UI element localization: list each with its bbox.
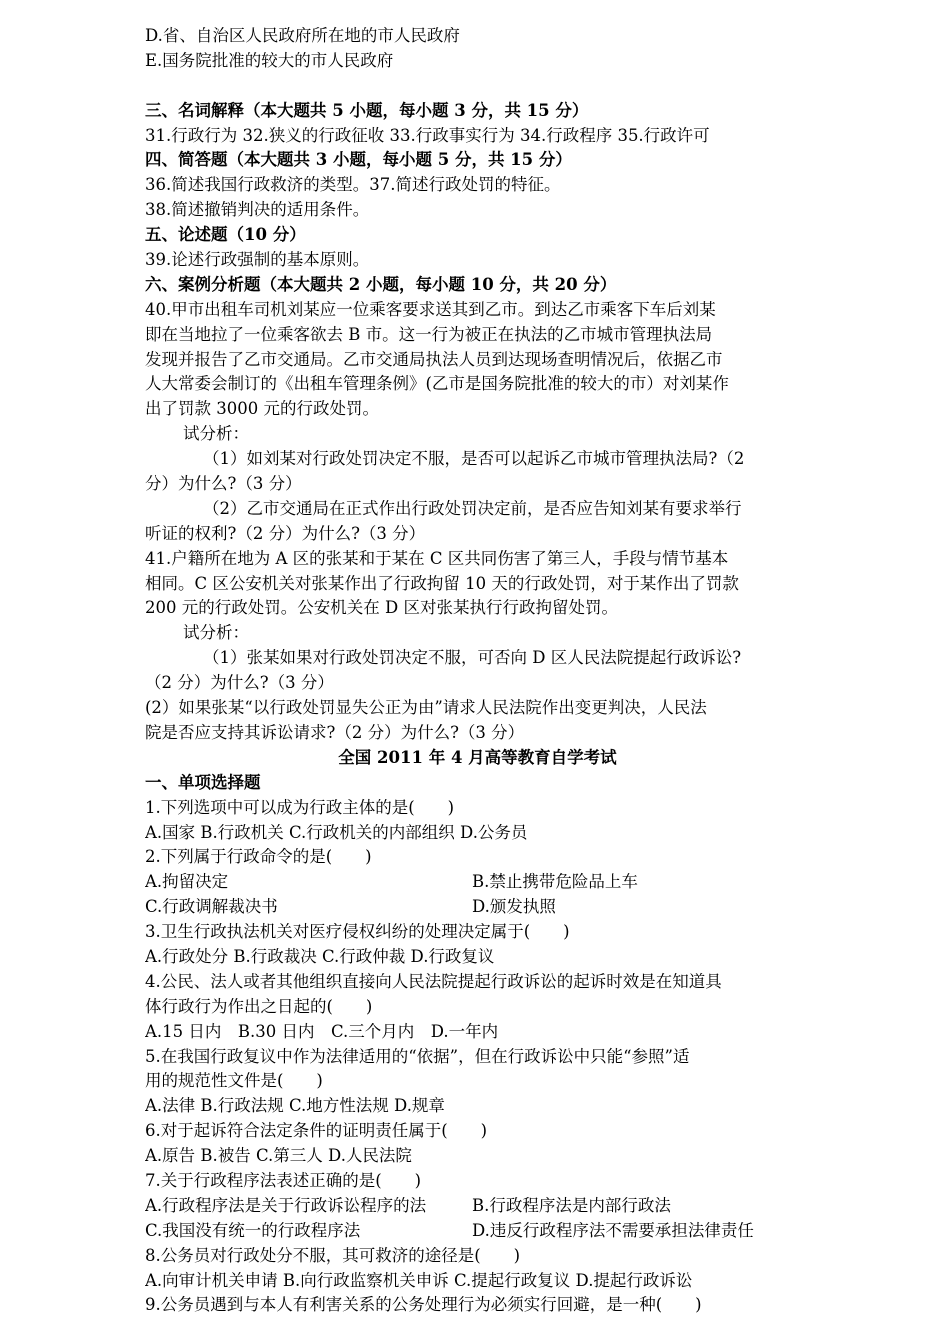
q41-sub1-cont: （2 分）为什么?（3 分） (145, 673, 334, 693)
section5-line1: 39.论述行政强制的基本原则。 (145, 250, 370, 270)
q7: 7.关于行政程序法表述正确的是( ) (145, 1170, 422, 1190)
q2-option-c: C.行政调解裁决书 (145, 897, 278, 917)
q40-line: 即在当地拉了一位乘客欲去 B 市。这一行为被正在执法的乙市城市管理执法局 (145, 324, 713, 344)
q6-options: A.原告 B.被告 C.第三人 D.人民法院 (145, 1146, 412, 1166)
section4-line1: 36.简述我国行政救济的类型。37.简述行政处罚的特征。 (145, 175, 561, 195)
q8: 8.公务员对行政处分不服，其可救济的途径是( ) (145, 1245, 521, 1265)
q40-sub1-cont: 分）为什么?（3 分） (145, 474, 302, 494)
q2-options-row1 (145, 870, 810, 895)
q40-sub1: （1）如刘某对行政处罚决定不服，是否可以起诉乙市城市管理执法局?（2 (203, 449, 745, 469)
q7-option-a: A.行政程序法是关于行政诉讼程序的法 (145, 1195, 427, 1215)
q4: 4.公民、法人或者其他组织直接向人民法院提起行政诉讼的起诉时效是在知道具 (145, 971, 722, 991)
q40-sub2: （2）乙市交通局在正式作出行政处罚决定前，是否应告知刘某有要求举行 (203, 498, 742, 518)
q6: 6.对于起诉符合法定条件的证明责任属于( ) (145, 1121, 488, 1141)
q9: 9.公务员遇到与本人有利害关系的公务处理行为必须实行回避，是一种( ) (145, 1295, 702, 1315)
section5-heading: 五、论述题（10 分） (145, 225, 306, 245)
q5-cont: 用的规范性文件是( ) (145, 1071, 323, 1091)
q40-line: 40.甲市出租车司机刘某应一位乘客要求送其到乙市。到达乙市乘客下车后刘某 (145, 299, 716, 319)
q7-option-d: D.违反行政程序法不需要承担法律责任 (472, 1220, 754, 1240)
option-e: E.国务院批准的较大的市人民政府 (145, 50, 394, 70)
document-page (145, 24, 810, 1318)
exam-section1-heading: 一、单项选择题 (145, 772, 261, 792)
q2: 2.下列属于行政命令的是( ) (145, 847, 372, 867)
q41-sub2: (2）如果张某“以行政处罚显失公正为由”请求人民法院作出变更判决，人民法 (145, 698, 707, 718)
q8-options: A.向审计机关申请 B.向行政监察机关申诉 C.提起行政复议 D.提起行政诉讼 (145, 1270, 693, 1290)
q7-options-row1 (145, 1194, 810, 1219)
q5: 5.在我国行政复议中作为法律适用的“依据”，但在行政诉讼中只能“参照”适 (145, 1046, 690, 1066)
section3-heading: 三、名词解释（本大题共 5 小题，每小题 3 分，共 15 分） (145, 100, 589, 120)
q1: 1.下列选项中可以成为行政主体的是( ) (145, 797, 455, 817)
blank-line (145, 74, 810, 99)
option-d: D.省、自治区人民政府所在地的市人民政府 (145, 26, 460, 45)
q41-analyze: 试分析： (183, 623, 249, 643)
q7-option-b: B.行政程序法是内部行政法 (472, 1195, 671, 1215)
exam-title: 全国 2011 年 4 月高等教育自学考试 (338, 747, 617, 767)
q41-line: 相同。C 区公安机关对张某作出了行政拘留 10 天的行政处罚，对于某作出了罚款 (145, 573, 739, 593)
q40-line: 人大常委会制订的《出租车管理条例》(乙市是国务院批准的较大的市）对刘某作 (145, 374, 729, 394)
q7-option-c: C.我国没有统一的行政程序法 (145, 1220, 361, 1240)
q7-options-row2 (145, 1219, 810, 1244)
q2-options-row2 (145, 895, 810, 920)
section3-items: 31.行政行为 32.狭义的行政征收 33.行政事实行为 34.行政程序 35.行政许可 (145, 125, 710, 145)
section4-heading: 四、简答题（本大题共 3 小题，每小题 5 分，共 15 分） (145, 150, 572, 170)
q41-sub1: （1）张某如果对行政处罚决定不服，可否向 D 区人民法院提起行政诉讼? (203, 648, 742, 668)
q4-cont: 体行政行为作出之日起的( ) (145, 996, 373, 1016)
q3: 3.卫生行政执法机关对医疗侵权纠纷的处理决定属于( ) (145, 922, 570, 942)
q5-options: A.法律 B.行政法规 C.地方性法规 D.规章 (145, 1096, 445, 1116)
q41-sub2-cont: 院是否应支持其诉讼请求?（2 分）为什么?（3 分） (145, 722, 525, 742)
q41-line: 41.户籍所在地为 A 区的张某和于某在 C 区共同伤害了第三人，手段与情节基本 (145, 548, 729, 568)
q2-option-d: D.颁发执照 (472, 897, 556, 917)
q3-options: A.行政处分 B.行政裁决 C.行政仲裁 D.行政复议 (145, 946, 495, 966)
q40-sub2-cont: 听证的权利?（2 分）为什么?（3 分） (145, 523, 426, 543)
q41-line: 200 元的行政处罚。公安机关在 D 区对张某执行行政拘留处罚。 (145, 598, 618, 618)
q2-option-b: B.禁止携带危险品上车 (472, 872, 638, 892)
q40-line: 发现并报告了乙市交通局。乙市交通局执法人员到达现场查明情况后，依据乙市 (145, 349, 723, 369)
q4-options: A.15 日内 B.30 日内 C.三个月内 D.一年内 (145, 1021, 499, 1041)
section6-heading: 六、案例分析题（本大题共 2 小题，每小题 10 分，共 20 分） (145, 274, 617, 294)
q40-line: 出了罚款 3000 元的行政处罚。 (145, 399, 379, 419)
q1-options: A.国家 B.行政机关 C.行政机关的内部组织 D.公务员 (145, 822, 528, 842)
q2-option-a: A.拘留决定 (145, 872, 229, 892)
q40-analyze: 试分析： (183, 424, 249, 444)
section4-line2: 38.简述撤销判决的适用条件。 (145, 200, 370, 220)
